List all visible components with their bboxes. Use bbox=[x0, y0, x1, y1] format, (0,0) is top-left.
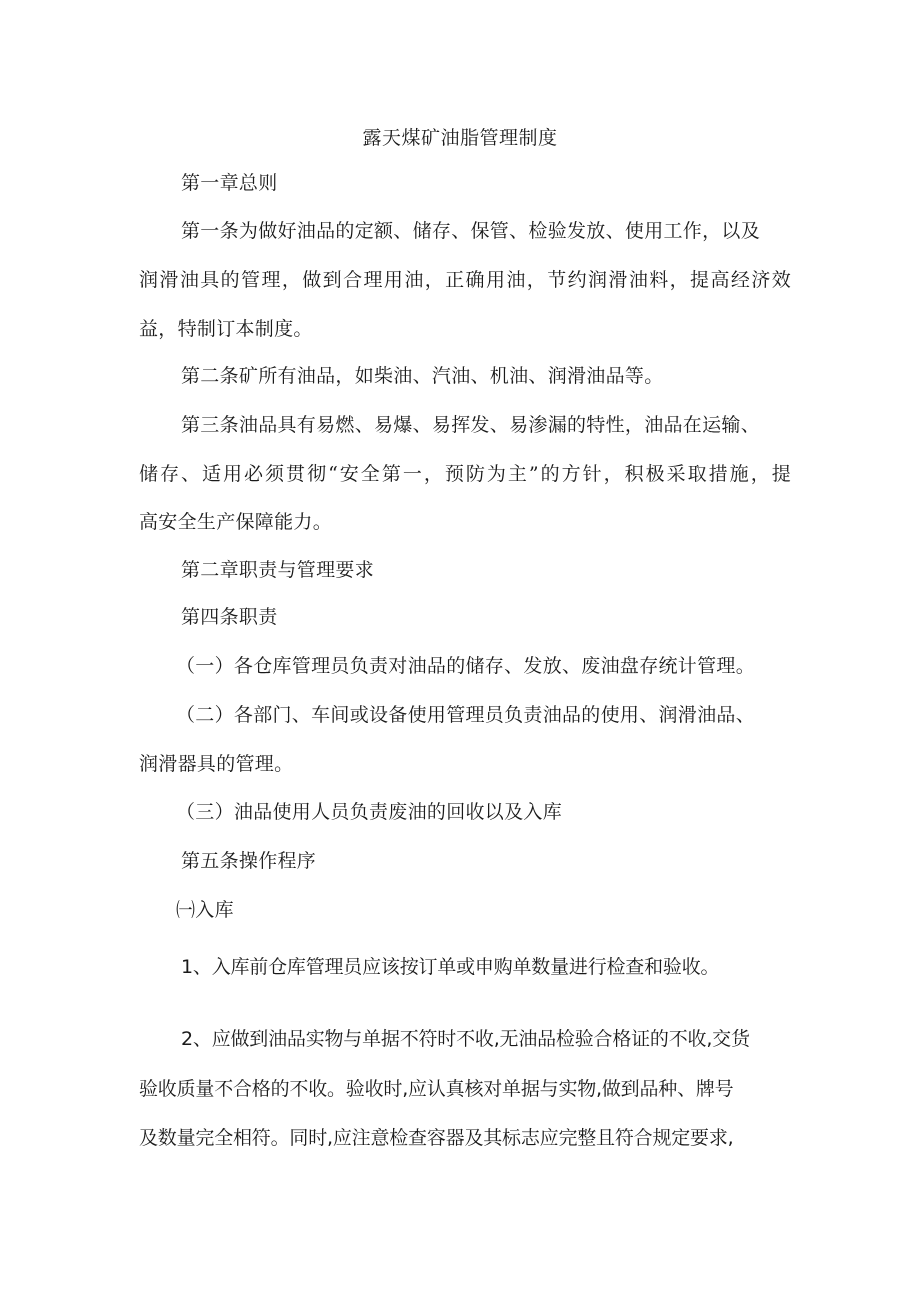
article-5-subheading-1: ㈠入库 bbox=[176, 899, 234, 921]
article-1-line-1: 第一条为做好油品的定额、储存、保管、检验发放、使用工作，以及 bbox=[181, 220, 761, 242]
article-4-item-2-line-1: （二）各部门、车间或设备使用管理员负责油品的使用、润滑油品、 bbox=[176, 704, 756, 726]
article-5-heading: 第五条操作程序 bbox=[181, 850, 317, 872]
article-4-item-3: （三）油品使用人员负责废油的回收以及入库 bbox=[176, 801, 563, 823]
article-4-item-2-line-2: 润滑器具的管理。 bbox=[139, 753, 294, 775]
chapter-2-heading: 第二章职责与管理要求 bbox=[181, 559, 375, 581]
article-5-paragraph-2-line-1: 2、应做到油品实物与单据不符时不收,无油品检验合格证的不收,交货 bbox=[181, 1028, 750, 1050]
article-3-line-2: 储存、适用必须贯彻“安全第一，预防为主”的方针，积极采取措施，提 bbox=[139, 463, 791, 485]
article-1-line-2: 润滑油具的管理，做到合理用油，正确用油，节约润滑油料，提高经济效 bbox=[139, 269, 791, 291]
chapter-1-heading: 第一章总则 bbox=[181, 172, 278, 194]
document-title: 露天煤矿油脂管理制度 bbox=[362, 127, 558, 149]
article-5-paragraph-1: 1、入库前仓库管理员应该按订单或申购单数量进行检查和验收。 bbox=[181, 956, 720, 978]
article-5-paragraph-2-line-3: 及数量完全相符。同时,应注意检查容器及其标志应完整且符合规定要求, bbox=[139, 1127, 734, 1149]
article-3-line-1: 第三条油品具有易燃、易爆、易挥发、易渗漏的特性，油品在运输、 bbox=[181, 414, 761, 436]
article-5-paragraph-2-line-2: 验收质量不合格的不收。验收时,应认真核对单据与实物,做到品种、牌号 bbox=[139, 1078, 734, 1100]
article-4-item-1: （一）各仓库管理员负责对油品的储存、发放、废油盘存统计管理。 bbox=[176, 655, 756, 677]
article-1-line-3: 益，特制订本制度。 bbox=[139, 318, 313, 340]
article-4-heading: 第四条职责 bbox=[181, 606, 278, 628]
article-3-line-3: 高安全生产保障能力。 bbox=[139, 511, 333, 533]
article-2: 第二条矿所有油品，如柴油、汽油、机油、润滑油品等。 bbox=[181, 365, 664, 387]
